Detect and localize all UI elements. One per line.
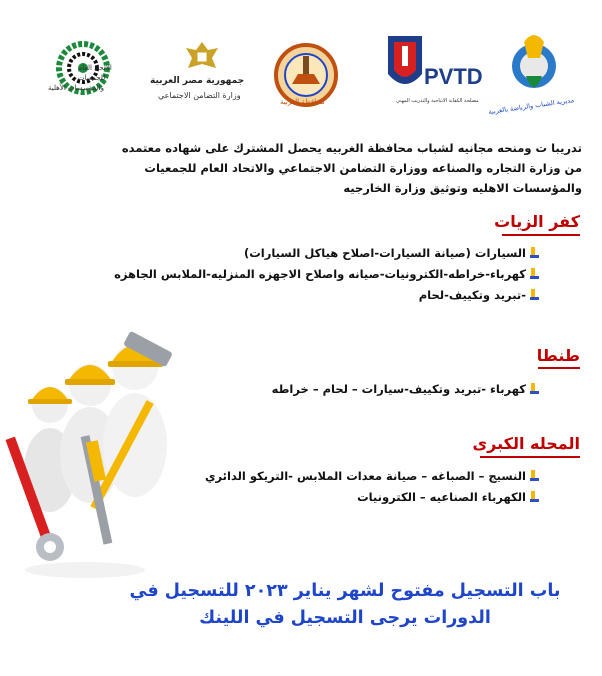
list-item: كهرباء-خراطه-الكترونيات-صيانه واصلاح الاجهزه المنزليه-الملابس الجاهزه — [114, 264, 540, 285]
gharbia-caption: محافظة الغربية — [280, 98, 325, 106]
section-title-kafr-elzayat: كفر الزيات — [494, 212, 580, 231]
egypt-caption-2: وزارة التضامن الاجتماعي — [158, 91, 241, 100]
registration-line-2: الدورات يرجى التسجيل في اللينك — [199, 608, 491, 628]
sports-directorate-logo — [506, 32, 562, 104]
egypt-eagle-emblem — [182, 40, 222, 74]
list-item: النسيج – الصباغه – صيانة معدات الملابس -التريكو الدائري — [205, 466, 540, 487]
bullet-icon — [530, 247, 540, 258]
list-item: السيارات (صيانة السيارات-اصلاح هياكل السيارات) — [114, 243, 540, 264]
logo-strip — [0, 0, 602, 125]
intro-line-3: والمؤسسات الاهليه وتوثيق وزارة الخارجيه — [343, 181, 582, 195]
registration-notice — [110, 578, 580, 632]
list-item: كهرباء -تبريد وتكييف-سيارات – لحام – خراطه — [272, 379, 540, 400]
registration-line-1: باب التسجيل مفتوح لشهر يناير ٢٠٢٣ للتسجيل في — [129, 581, 561, 601]
list-item: -تبريد وتكييف-لحام — [114, 285, 540, 306]
bullet-icon — [530, 268, 540, 279]
pvtd-caption: مصلحة الكفاية الانتاجية والتدريب المهني — [396, 98, 479, 104]
section-underline — [538, 367, 580, 369]
section-title-mahalla: المحله الكبرى — [472, 434, 580, 453]
federation-caption-3: والمؤسسات الأهلية — [48, 84, 104, 92]
bullet-icon — [530, 470, 540, 481]
section-underline — [480, 456, 580, 458]
federation-caption-2: للجمعيات — [78, 74, 106, 82]
egypt-caption-1: جمهورية مصر العربية — [150, 76, 245, 86]
sports-directorate-caption: مديرية الشباب والرياضة بالغربية — [487, 96, 575, 116]
section-list-tanta — [272, 379, 540, 400]
federation-logo — [38, 38, 128, 108]
list-item: الكهرباء الصناعيه – الكترونيات — [205, 487, 540, 508]
bullet-icon — [530, 383, 540, 394]
bullet-icon — [530, 491, 540, 502]
section-title-tanta: طنطا — [536, 346, 580, 365]
bullet-icon — [530, 289, 540, 300]
section-list-mahalla — [205, 466, 540, 508]
federation-caption-1: الاتحاد العام — [78, 64, 112, 72]
intro-paragraph — [42, 138, 582, 198]
section-underline — [502, 234, 580, 236]
pvtd-wordmark: PVTD — [424, 64, 483, 89]
workers-illustration — [0, 285, 200, 585]
intro-line-1: تدريبا ت ومنحه مجانيه لشباب محافظة الغربيه يحصل المشترك على شهاده معتمده — [121, 141, 582, 155]
intro-line-2: من وزارة التجاره والصناعه ووزارة التضامن الاجتماعي والاتحاد العام للجمعيات — [144, 161, 582, 175]
